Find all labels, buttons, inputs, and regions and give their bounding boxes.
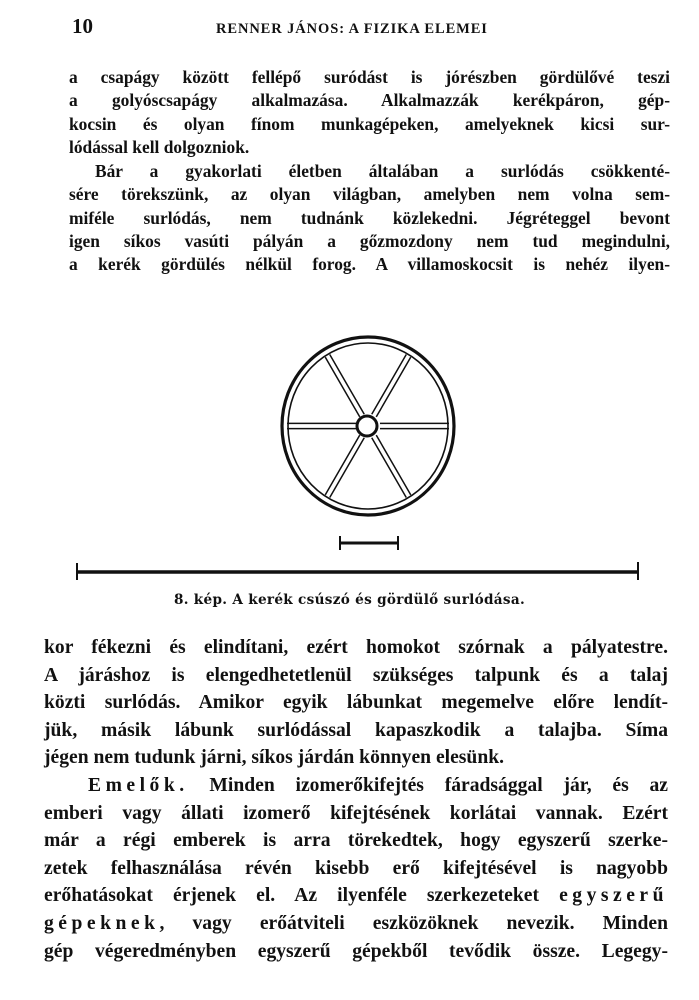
section-heading-emelok: Emelők.: [88, 775, 189, 796]
wheel-spoke-edge: [372, 438, 407, 498]
text-line: jük, másik lábunk surlódással kapaszkodik a talajba. Síma: [44, 719, 668, 741]
text-line: [44, 882, 668, 910]
text-line: [44, 772, 668, 800]
text-run: erőhatásokat érjenek el. Az ilyenféle szerkezeteket: [44, 885, 560, 907]
wheel-spoke-edge: [376, 357, 411, 417]
wheel-spoke-edge: [325, 357, 360, 417]
lower-paragraph-2: [44, 772, 668, 965]
running-head: RENNER JÁNOS: A FIZIKA ELEMEI: [216, 21, 488, 37]
text-line: jégen nem tudunk járni, síkos járdán könnyen elesünk.: [44, 747, 505, 769]
wheel-spoke-edge: [376, 435, 411, 495]
emphasis-term: egyszerű: [559, 885, 668, 907]
emphasis-term: gépeknek: [44, 912, 160, 934]
wheel-rim-outer: [282, 337, 454, 515]
text-line: a kerék gördülés nélkül forog. A villamoskocsit is nehéz ilyen-: [69, 254, 670, 275]
wheel-spoke-edge: [330, 355, 365, 415]
page-number: 10: [72, 14, 93, 38]
text-line: lódással kell dolgozniok.: [69, 136, 250, 157]
wheel-spoke-edge: [372, 355, 407, 415]
wheel-spokes: [287, 355, 449, 498]
text-line: A járáshoz is elengedhetetlenül szükséges talpunk és a talaj: [44, 664, 668, 686]
scale-bar-short: [340, 536, 398, 550]
upper-paragraph-1: [69, 66, 670, 159]
wheel-spoke-edge: [325, 435, 360, 495]
wheel-spoke-edge: [330, 438, 365, 498]
text-line: kor fékezni és elindítani, ezért homokot szórnak a pályatestre.: [44, 637, 668, 658]
text-line: [44, 910, 668, 938]
figure-caption: 8. kép. A kerék csúszó és gördülő surlódása.: [173, 592, 525, 608]
wheel-rim-inner: [288, 343, 448, 509]
text-line: már a régi emberek is arra törekedtek, hogy egyszerű szerke-: [44, 830, 668, 852]
wheel: [282, 337, 454, 515]
scale-bar-long: [77, 562, 638, 580]
text-line: gép végeredményben egyszerű gépekből tevődik össze. Legegy-: [44, 940, 668, 962]
text-line: miféle surlódás, nem tudnánk közlekedni. Jégréteggel bevont: [69, 207, 670, 228]
text-line: zetek felhasználása révén kisebb erő kifejtésével is nagyobb: [44, 857, 668, 879]
text-line: közti surlódás. Amikor egyik lábunkat megemelve előre lendít-: [44, 692, 668, 714]
text-line: sére törekszünk, az olyan világban, amelyben nem volna sem-: [69, 184, 670, 205]
lower-paragraph-1: [44, 634, 668, 772]
text-line: Bár a gyakorlati életben általában a surlódás csökkenté-: [95, 161, 670, 181]
text-line: kocsin és olyan fínom munkagépeken, amelyeknek kicsi sur-: [69, 113, 670, 134]
text-run: , vagy erőátviteli eszközöknek nevezik. Minden: [159, 912, 668, 934]
text-line: a csapágy között fellépő suródást is jórészben gördülővé teszi: [69, 67, 670, 87]
wheel-hub: [357, 416, 377, 436]
wheel-figure: [60, 330, 660, 590]
text-line: a golyóscsapágy alkalmazása. Alkalmazzák kerékpáron, gép-: [69, 90, 670, 111]
upper-paragraph-2: [69, 160, 670, 276]
text-line: igen síkos vasúti pályán a gőzmozdony nem tud megindulni,: [69, 230, 670, 251]
text-run: Minden izomerőkifejtés fáradsággal jár, és az: [188, 775, 668, 796]
text-line: emberi vagy állati izomerő kifejtésének korlátai vannak. Ezért: [44, 802, 668, 824]
